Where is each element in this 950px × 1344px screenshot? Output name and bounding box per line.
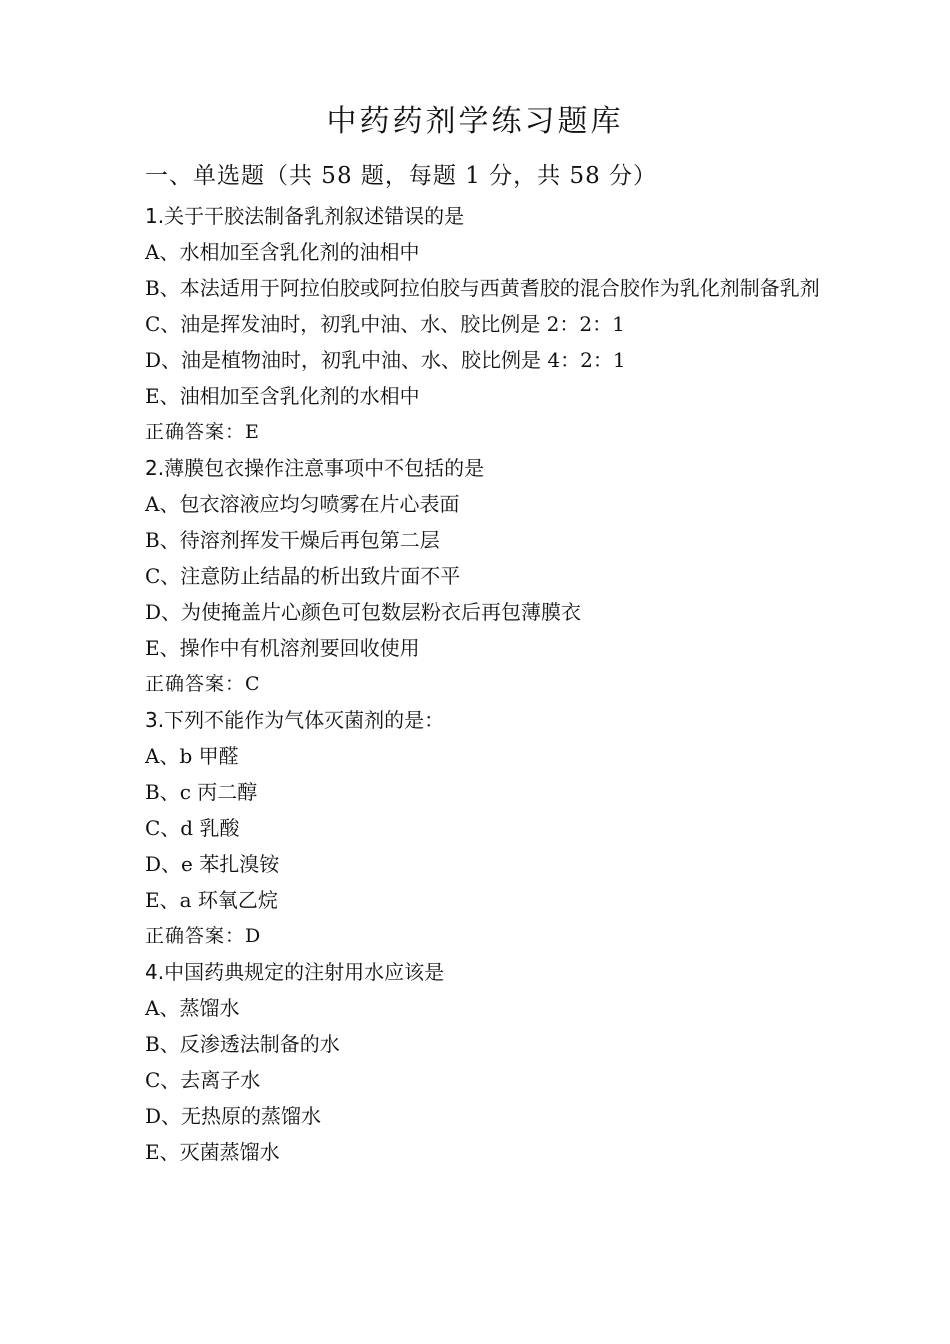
option-b: B、c 丙二醇 xyxy=(145,780,258,804)
option-d: D、无热原的蒸馏水 xyxy=(145,1104,322,1128)
document-title: 中药药剂学练习题库 xyxy=(326,104,624,139)
correct-answer: 正确答案：E xyxy=(145,421,260,443)
section-heading: 一、单选题（共 58 题，每题 1 分，共 58 分） xyxy=(145,163,658,189)
option-c: C、油是挥发油时，初乳中油、水、胶比例是 2：2：1 xyxy=(145,312,625,336)
option-c: C、去离子水 xyxy=(145,1068,261,1092)
option-e: E、操作中有机溶剂要回收使用 xyxy=(145,636,420,660)
option-d: D、e 苯扎溴铵 xyxy=(145,852,280,876)
correct-answer: 正确答案：D xyxy=(145,925,262,947)
option-a: A、水相加至含乳化剂的油相中 xyxy=(145,240,420,264)
question-3 xyxy=(145,702,845,954)
question-text: 2.薄膜包衣操作注意事项中不包括的是 xyxy=(145,456,485,480)
document-body xyxy=(145,158,845,1170)
question-4 xyxy=(145,954,845,1170)
correct-answer: 正确答案：C xyxy=(145,673,261,695)
option-a: A、蒸馏水 xyxy=(145,996,240,1020)
option-c: C、注意防止结晶的析出致片面不平 xyxy=(145,564,461,588)
option-c: C、d 乳酸 xyxy=(145,816,240,840)
question-text: 1.关于干胶法制备乳剂叙述错误的是 xyxy=(145,204,465,228)
option-d: D、为使掩盖片心颜色可包数层粉衣后再包薄膜衣 xyxy=(145,600,582,624)
question-2 xyxy=(145,450,845,702)
option-a: A、b 甲醛 xyxy=(145,744,239,768)
option-e: E、灭菌蒸馏水 xyxy=(145,1140,280,1164)
option-b: B、反渗透法制备的水 xyxy=(145,1032,340,1056)
question-text: 3.下列不能作为气体灭菌剂的是： xyxy=(145,708,445,732)
question-1 xyxy=(145,198,845,450)
question-text: 4.中国药典规定的注射用水应该是 xyxy=(145,960,445,984)
option-b: B、待溶剂挥发干燥后再包第二层 xyxy=(145,528,440,552)
option-e: E、a 环氧乙烷 xyxy=(145,888,278,912)
option-a: A、包衣溶液应均匀喷雾在片心表面 xyxy=(145,492,460,516)
option-e: E、油相加至含乳化剂的水相中 xyxy=(145,384,420,408)
option-b: B、本法适用于阿拉伯胶或阿拉伯胶与西黄耆胶的混合胶作为乳化剂制备乳剂 xyxy=(145,276,820,300)
option-d: D、油是植物油时，初乳中油、水、胶比例是 4：2：1 xyxy=(145,348,626,372)
